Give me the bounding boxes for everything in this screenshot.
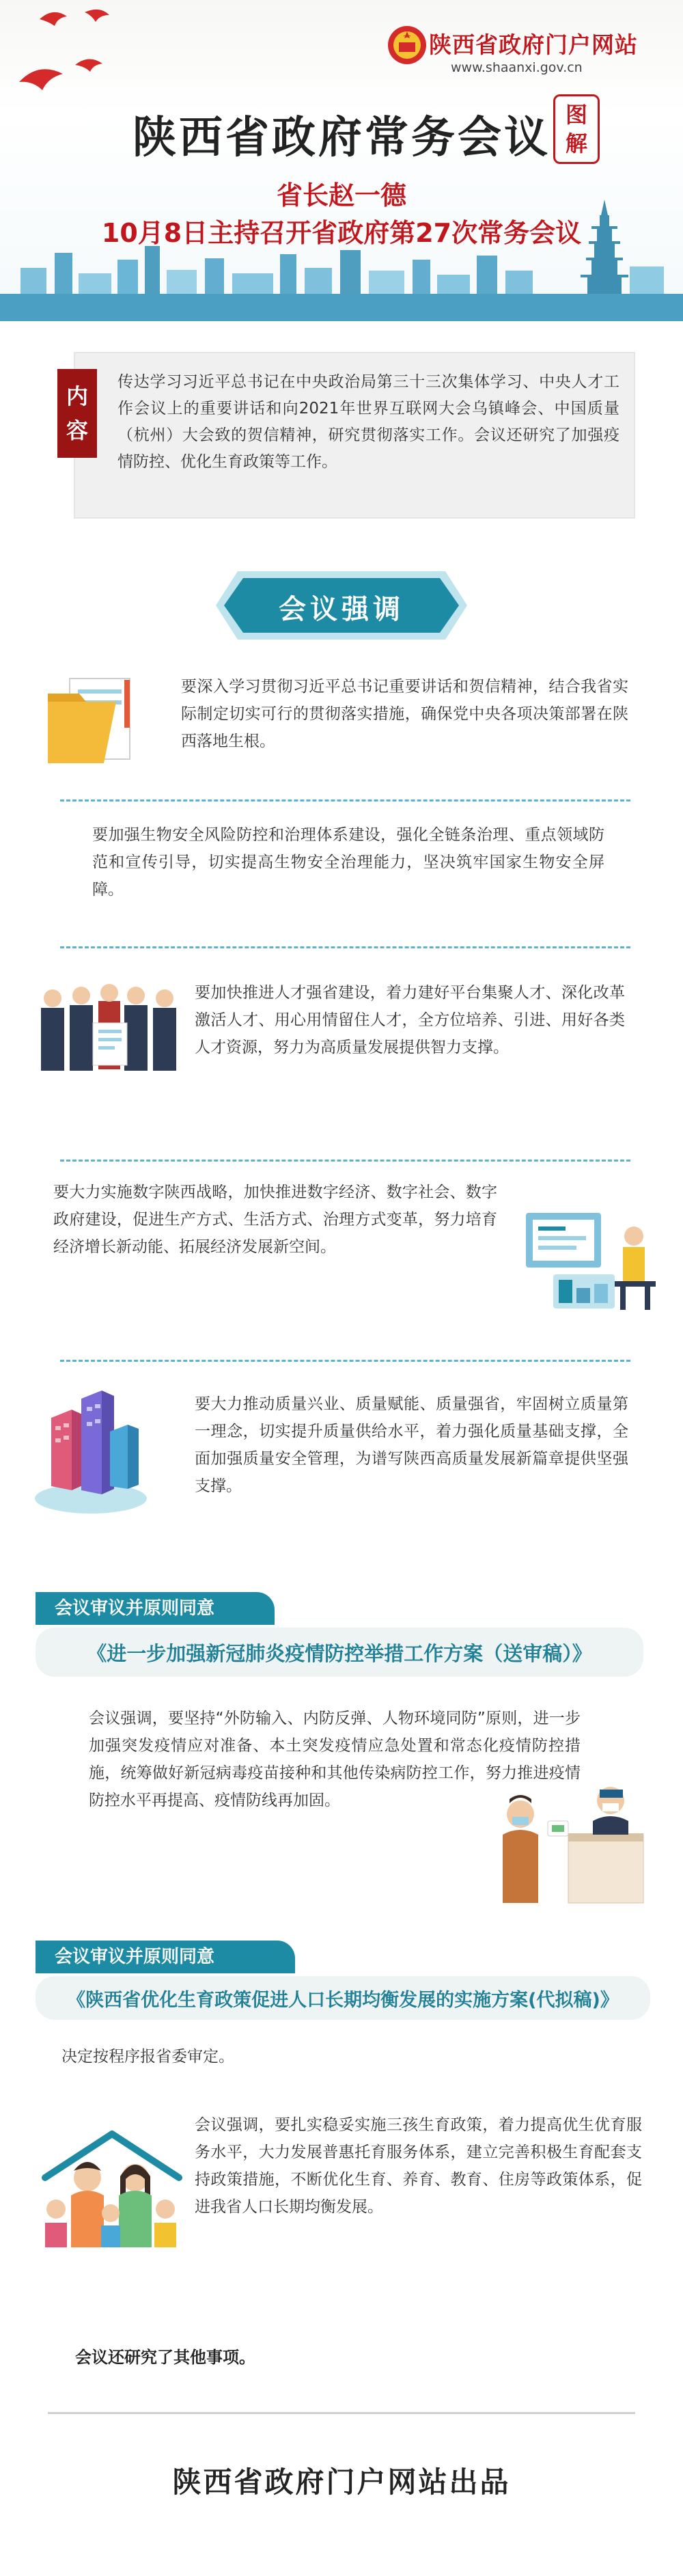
dove-icon [19,10,109,90]
badge-char: 图 [565,102,587,128]
content-tag-char: 容 [66,417,88,443]
divider [60,1160,630,1162]
footer-divider [48,2412,635,2414]
closing-note: 会议还研究了其他事项。 [75,2348,255,2367]
footer-credit: 陕西省政府门户网站出品 [172,2465,511,2499]
city-buildings-illustration [31,1384,150,1517]
review-text: 会议强调，要坚持“外防输入、内防反弹、人物环境同防”原则，进一步加强突发疫情应对准备、本土突发疫情应急处置和常态化疫情防控措施，统筹做好新冠病毒疫苗接种和其他传染病防控工作，努力推进疫情防控水平再提高、疫情防线再加固。 [89,1710,581,1809]
portal-url: www.shaanxi.gov.cn [451,60,583,75]
content-tag-char: 内 [66,383,88,409]
divider [60,1360,630,1362]
divider [60,799,630,801]
tujie-badge [553,94,600,164]
emphasis-item: 要大力实施数字陕西战略，加快推进数字经济、数字社会、数字政府建设，促进生产方式、生活方式、治理方式变革，努力培育经济增长新动能、拓展经济发展新空间。 [53,1183,497,1256]
subtitle-meeting: 10月8日主持召开省政府第27次常务会议 [101,218,582,248]
portal-name: 陕西省政府门户网站 [429,31,638,58]
review-label: 会议审议并原则同意 [36,1592,275,1625]
page-title: 陕西省政府常务会议 [133,113,550,163]
review-text: 会议强调，要扎实稳妥实施三孩生育政策，着力提高优生优育服务水平，大力发展普惠托育服务体系，建立完善积极生育配套支持政策措施，不断优化生育、养育、教育、住房等政策体系，促进我省人口长期均衡发展。 [195,2116,642,2216]
review-note: 决定按程序报省委审定。 [61,2048,234,2066]
badge-char: 解 [565,131,587,156]
epidemic-checkpoint-illustration [493,1773,650,1910]
divider [60,946,630,948]
content-summary: 传达学习习近平总书记在中央政治局第三十三次集体学习、中央人才工作会议上的重要讲话和向2021年世界互联网大会乌镇峰会、中国质量（杭州）大会致的贺信精神，研究贯彻落实工作。会议还研究了加强疫情防控、优化生育政策等工作。 [117,373,619,471]
review-document-title: 《陕西省优化生育政策促进人口长期均衡发展的实施方案(代拟稿)》 [36,1976,650,2020]
subtitle-host: 省长赵一德 [276,180,406,210]
content-tag [57,369,97,458]
business-people-illustration [36,974,182,1076]
emphasis-item: 要加强生物安全风险防控和治理体系建设，强化全链条治理、重点领域防范和宣传引导，切实提高生物安全治理能力，坚决筑牢国家生物安全屏障。 [92,826,604,899]
review-document-title: 《进一步加强新冠肺炎疫情防控举措工作方案（送审稿）》 [36,1628,643,1677]
digital-workspace-illustration [512,1199,659,1315]
emphasis-item: 要大力推动质量兴业、质量赋能、质量强省，牢固树立质量第一理念，切实提升质量供给水平，着力强化质量基础支撑，全面加强质量安全管理，为谱写陕西高质量发展新篇章提供坚强支撑。 [195,1395,628,1495]
section-banner-title: 会议强调 [279,594,404,625]
emphasis-item: 要深入学习贯彻习近平总书记重要讲话和贺信精神，结合我省实际制定切实可行的贯彻落实措施，确保党中央各项决策部署在陕西落地生根。 [181,678,628,750]
national-emblem-icon [388,26,426,64]
emphasis-item: 要加快推进人才强省建设，着力建好平台集聚人才、深化改革激活人才、用心用情留住人才，全方位培养、引进、用好各类人才资源，努力为高质量发展提供智力支撑。 [195,984,625,1056]
review-label: 会议审议并原则同意 [36,1941,295,1973]
folder-documents-icon [42,666,145,769]
family-house-illustration [36,2128,189,2251]
